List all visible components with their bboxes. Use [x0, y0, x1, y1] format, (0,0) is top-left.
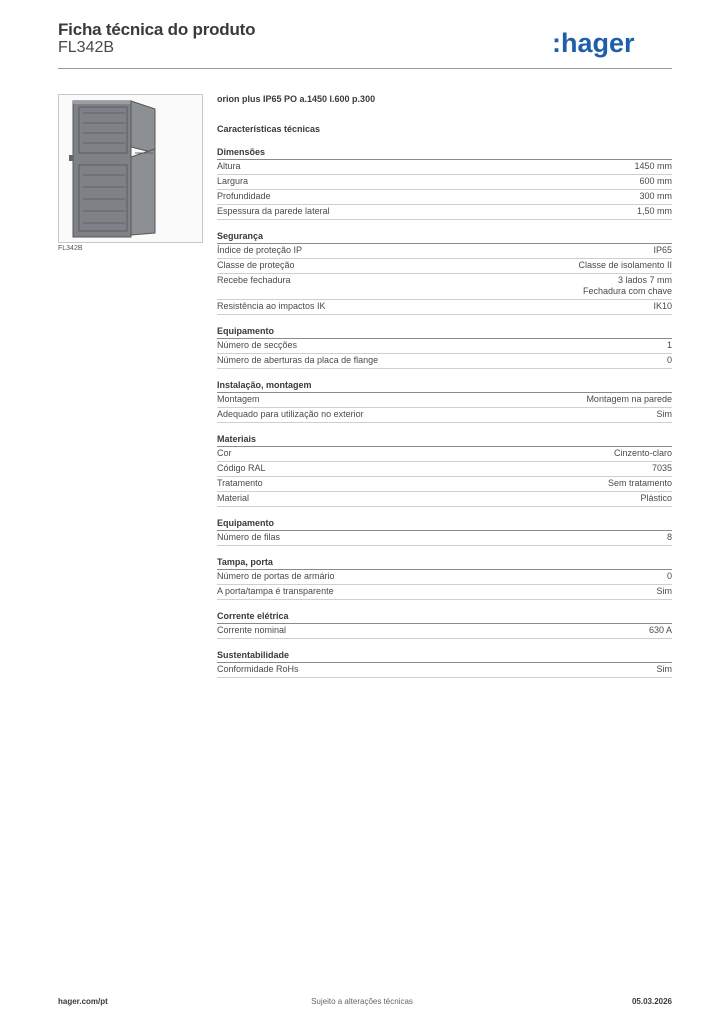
spec-row — [217, 462, 672, 477]
spec-value-line: Classe de isolamento II — [578, 260, 672, 270]
spec-section — [217, 379, 672, 423]
spec-value — [652, 463, 672, 474]
spec-row — [217, 477, 672, 492]
spec-label: Número de aberturas da placa de flange — [217, 355, 379, 365]
spec-value-line: 1450 mm — [634, 161, 672, 171]
spec-row — [217, 244, 672, 259]
spec-value — [578, 260, 672, 271]
spec-value-line: Plástico — [640, 493, 672, 503]
spec-row — [217, 447, 672, 462]
footer-disclaimer: Sujeito a alterações técnicas — [311, 997, 413, 1006]
spec-value — [639, 191, 672, 202]
section-title: Tampa, porta — [217, 556, 672, 570]
footer-website[interactable]: hager.com/pt — [58, 997, 108, 1006]
spec-label: A porta/tampa é transparente — [217, 586, 334, 596]
section-title: Segurança — [217, 230, 672, 244]
spec-value-line: IP65 — [653, 245, 672, 255]
spec-value-line: Montagem na parede — [586, 394, 672, 404]
spec-value-line: IK10 — [653, 301, 672, 311]
spec-label: Espessura da parede lateral — [217, 206, 330, 216]
spec-label: Conformidade RoHs — [217, 664, 299, 674]
spec-row — [217, 205, 672, 220]
spec-content — [217, 92, 672, 678]
spec-value — [637, 206, 672, 217]
spec-row — [217, 300, 672, 315]
spec-row — [217, 274, 672, 300]
section-title: Instalação, montagem — [217, 379, 672, 393]
spec-value-line: 0 — [666, 355, 672, 365]
spec-row — [217, 393, 672, 408]
spec-value-line: Fechadura com chave — [582, 286, 672, 296]
section-title: Equipamento — [217, 325, 672, 339]
spec-label: Largura — [217, 176, 249, 186]
spec-section — [217, 230, 672, 315]
spec-value — [657, 409, 673, 420]
spec-row — [217, 160, 672, 175]
spec-sections — [217, 146, 672, 678]
section-title: Equipamento — [217, 517, 672, 531]
spec-value — [649, 625, 672, 636]
image-caption: FL342B — [58, 245, 83, 252]
spec-section — [217, 325, 672, 369]
spec-value-line: Sem tratamento — [607, 478, 672, 488]
spec-row — [217, 585, 672, 600]
page-title: Ficha técnica do produto — [58, 20, 256, 39]
spec-value — [657, 664, 673, 675]
spec-value-line: 300 mm — [639, 191, 672, 201]
spec-value-line: Sim — [656, 586, 672, 596]
spec-label: Número de secções — [217, 340, 298, 350]
spec-value-line: 3 lados 7 mm — [617, 275, 672, 285]
spec-label: Número de portas de armário — [217, 571, 335, 581]
spec-section — [217, 556, 672, 600]
spec-section — [217, 649, 672, 678]
spec-row — [217, 570, 672, 585]
spec-value-line: Sim — [656, 664, 672, 674]
spec-label: Altura — [217, 161, 241, 171]
spec-value-line: 630 A — [648, 625, 672, 635]
spec-section — [217, 146, 672, 220]
spec-label: Número de filas — [217, 532, 281, 542]
spec-label: Corrente nominal — [217, 625, 287, 635]
spec-value — [640, 493, 672, 504]
spec-value — [608, 478, 672, 489]
section-title: Sustentabilidade — [217, 649, 672, 663]
spec-row — [217, 624, 672, 639]
spec-value-line: Sim — [656, 409, 672, 419]
product-code: FL342B — [58, 39, 115, 56]
spec-label: Índice de proteção IP — [217, 245, 303, 255]
spec-value — [639, 176, 672, 187]
spec-value-line: 0 — [666, 571, 672, 581]
spec-value — [667, 340, 672, 351]
spec-value — [667, 355, 672, 366]
spec-value-line: 7035 — [651, 463, 672, 473]
section-title: Materiais — [217, 433, 672, 447]
spec-value — [586, 394, 672, 405]
spec-value-line: Cinzento-claro — [613, 448, 672, 458]
spec-section — [217, 517, 672, 546]
spec-section — [217, 433, 672, 507]
cabinet-image — [58, 94, 203, 243]
spec-row — [217, 492, 672, 507]
spec-label: Cor — [217, 448, 232, 458]
spec-row — [217, 663, 672, 678]
spec-label: Material — [217, 493, 250, 503]
spec-value-line: 600 mm — [639, 176, 672, 186]
spec-label: Tratamento — [217, 478, 263, 488]
spec-row — [217, 259, 672, 274]
spec-value — [667, 571, 672, 582]
spec-value — [583, 275, 672, 297]
header-divider — [58, 68, 672, 69]
spec-label: Profundidade — [217, 191, 271, 201]
spec-label: Adequado para utilização no exterior — [217, 409, 364, 419]
footer-date: 05.03.2026 — [631, 997, 672, 1006]
spec-value — [657, 586, 673, 597]
spec-value — [634, 161, 672, 172]
spec-row — [217, 354, 672, 369]
product-description: orion plus IP65 PO a.1450 l.600 p.300 — [217, 94, 376, 104]
spec-value — [653, 245, 672, 256]
spec-row — [217, 175, 672, 190]
technical-characteristics-title: Características técnicas — [217, 124, 321, 134]
spec-section — [217, 610, 672, 639]
spec-value — [653, 301, 672, 312]
spec-label: Recebe fechadura — [217, 275, 291, 285]
spec-label: Resistência ao impactos IK — [217, 301, 326, 311]
spec-row — [217, 339, 672, 354]
spec-row — [217, 190, 672, 205]
section-title: Corrente elétrica — [217, 610, 672, 624]
spec-value — [614, 448, 672, 459]
section-title: Dimensões — [217, 146, 672, 160]
spec-label: Código RAL — [217, 463, 266, 473]
spec-row — [217, 408, 672, 423]
hager-logo — [552, 26, 672, 60]
spec-label: Classe de proteção — [217, 260, 295, 270]
spec-value — [667, 532, 672, 543]
spec-row — [217, 531, 672, 546]
spec-value-line: 1,50 mm — [636, 206, 672, 216]
spec-value-line: 8 — [666, 532, 672, 542]
spec-value-line: 1 — [666, 340, 672, 350]
spec-label: Montagem — [217, 394, 260, 404]
svg-text::hager: :hager — [552, 28, 635, 58]
